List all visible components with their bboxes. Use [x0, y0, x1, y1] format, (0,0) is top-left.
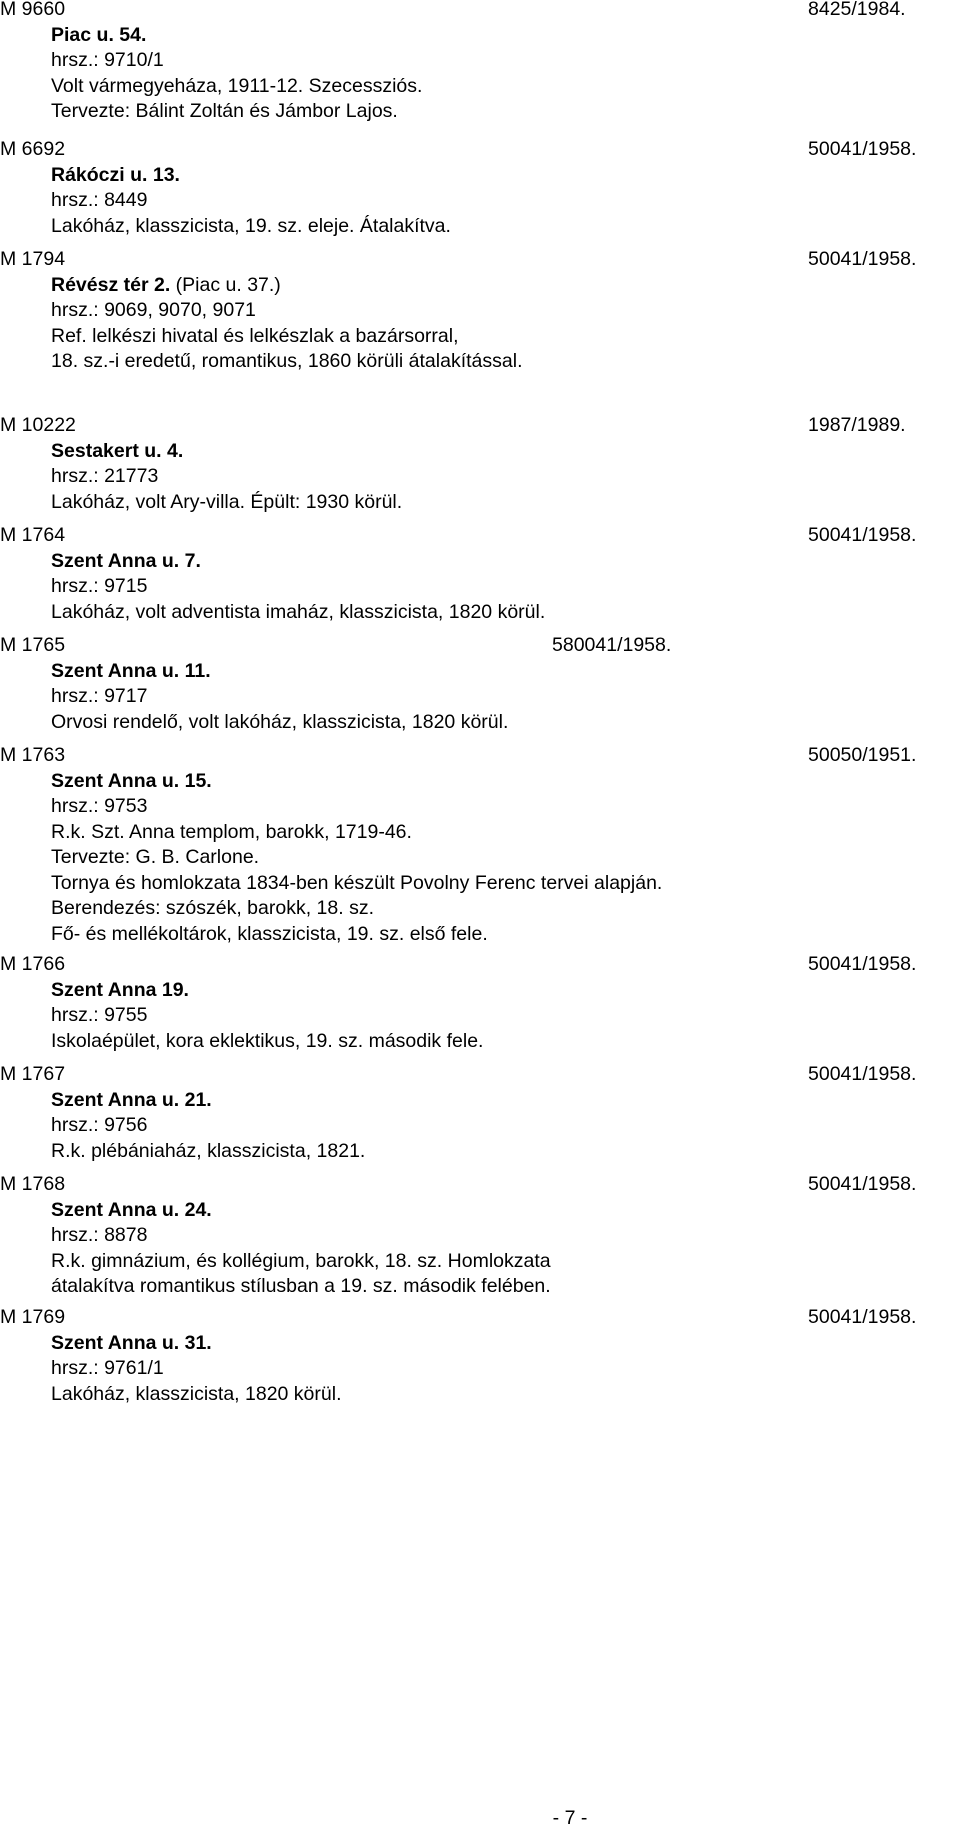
monument-entry	[0, 413, 960, 515]
monument-code: M 10222	[0, 414, 76, 436]
street-address: Rákóczi u. 13.	[51, 163, 180, 186]
street-address: Szent Anna 19.	[51, 978, 189, 1001]
street-address: Szent Anna u. 15.	[51, 769, 212, 792]
entry-header	[0, 633, 960, 659]
monument-code: M 6692	[0, 138, 66, 160]
parcel-number: hrsz.: 9069, 9070, 9071	[51, 299, 256, 321]
street-address: Sestakert u. 4.	[51, 439, 184, 462]
monument-code: M 1769	[0, 1306, 66, 1328]
monument-code: M 1766	[0, 953, 66, 975]
entry-header	[0, 137, 960, 163]
page-number: - 7 -	[552, 1807, 588, 1829]
description-line: Ref. lelkészi hivatal és lelkészlak a bazársorral,	[51, 324, 459, 347]
monument-entry	[0, 523, 960, 625]
entry-header	[0, 743, 960, 769]
registration-number: 8425/1984.	[808, 0, 906, 20]
description-line: Lakóház, klasszicista, 1820 körül.	[51, 1382, 342, 1405]
parcel-number: hrsz.: 21773	[51, 465, 159, 487]
registration-number: 50041/1958.	[808, 524, 917, 546]
monument-code: M 1764	[0, 524, 66, 546]
monument-entry	[0, 0, 960, 125]
monument-entry	[0, 633, 960, 735]
parcel-number: hrsz.: 9755	[51, 1004, 148, 1026]
description-line: Berendezés: szószék, barokk, 18. sz.	[51, 897, 374, 919]
monument-entry	[0, 1172, 960, 1300]
entry-header	[0, 247, 960, 273]
street-address: Szent Anna u. 11.	[51, 659, 211, 682]
entry-header	[0, 413, 960, 439]
description-line: Tornya és homlokzata 1834-ben készült Povolny Ferenc tervei alapján.	[51, 871, 663, 894]
description-line: Lakóház, volt Ary-villa. Épült: 1930 körül.	[51, 490, 403, 513]
entry-header	[0, 1172, 960, 1198]
street-address: Révész tér 2.	[51, 273, 171, 296]
registration-number: 50041/1958.	[808, 248, 917, 270]
description-line: 18. sz.-i eredetű, romantikus, 1860 körüli átalakítással.	[51, 350, 523, 372]
description-line: Volt vármegyeháza, 1911-12. Szecessziós.	[51, 74, 423, 97]
street-address: Szent Anna u. 24.	[51, 1198, 212, 1221]
street-address: Szent Anna u. 31.	[51, 1331, 212, 1354]
registration-number: 50041/1958.	[808, 1306, 917, 1328]
monument-entry	[0, 952, 960, 1054]
address-alt: (Piac u. 37.)	[170, 273, 281, 296]
entry-header	[0, 523, 960, 549]
entry-header	[0, 1062, 960, 1088]
monument-entry	[0, 743, 960, 947]
registration-number: 50041/1958.	[808, 138, 917, 160]
entry-header	[0, 0, 960, 23]
parcel-number: hrsz.: 9761/1	[51, 1357, 164, 1379]
description-line: Lakóház, volt adventista imaház, klasszicista, 1820 körül.	[51, 600, 546, 623]
parcel-number: hrsz.: 9753	[51, 795, 148, 817]
description-line: R.k. plébániaház, klasszicista, 1821.	[51, 1139, 366, 1162]
description-line: Lakóház, klasszicista, 19. sz. eleje. Átalakítva.	[51, 214, 451, 237]
parcel-number: hrsz.: 8449	[51, 189, 148, 211]
street-address: Szent Anna u. 21.	[51, 1088, 212, 1111]
description-line: átalakítva romantikus stílusban a 19. sz. második felében.	[51, 1275, 551, 1297]
monument-entry	[0, 1062, 960, 1164]
registration-number: 50050/1951.	[808, 744, 917, 766]
monument-code: M 1768	[0, 1173, 66, 1195]
registration-number: 50041/1958.	[808, 1173, 917, 1195]
entry-header	[0, 952, 960, 978]
description-line: Orvosi rendelő, volt lakóház, klasszicista, 1820 körül.	[51, 710, 509, 733]
description-line: R.k. gimnázium, és kollégium, barokk, 18. sz. Homlokzata	[51, 1249, 551, 1272]
description-line: Fő- és mellékoltárok, klasszicista, 19. sz. első fele.	[51, 922, 488, 945]
registration-number: 1987/1989.	[808, 414, 906, 436]
monument-entry	[0, 1305, 960, 1407]
description-line: Tervezte: Bálint Zoltán és Jámbor Lajos.	[51, 100, 398, 122]
monument-entry	[0, 137, 960, 239]
entry-header	[0, 1305, 960, 1331]
parcel-number: hrsz.: 9717	[51, 685, 148, 707]
registration-number: 50041/1958.	[808, 953, 917, 975]
description-line: Iskolaépület, kora eklektikus, 19. sz. második fele.	[51, 1029, 484, 1052]
parcel-number: hrsz.: 9715	[51, 575, 148, 597]
parcel-number: hrsz.: 9710/1	[51, 49, 164, 71]
street-address: Szent Anna u. 7.	[51, 549, 201, 572]
monument-code: M 1767	[0, 1063, 66, 1085]
monument-code: M 1765	[0, 634, 66, 656]
registration-number: 580041/1958.	[552, 634, 672, 656]
registration-number: 50041/1958.	[808, 1063, 917, 1085]
description-line: R.k. Szt. Anna templom, barokk, 1719-46.	[51, 820, 412, 843]
parcel-number: hrsz.: 9756	[51, 1114, 148, 1136]
description-line: Tervezte: G. B. Carlone.	[51, 846, 260, 868]
monument-code: M 9660	[0, 0, 66, 20]
monument-code: M 1794	[0, 248, 66, 270]
monument-code: M 1763	[0, 744, 66, 766]
street-address: Piac u. 54.	[51, 23, 147, 46]
monument-entry	[0, 247, 960, 375]
parcel-number: hrsz.: 8878	[51, 1224, 148, 1246]
